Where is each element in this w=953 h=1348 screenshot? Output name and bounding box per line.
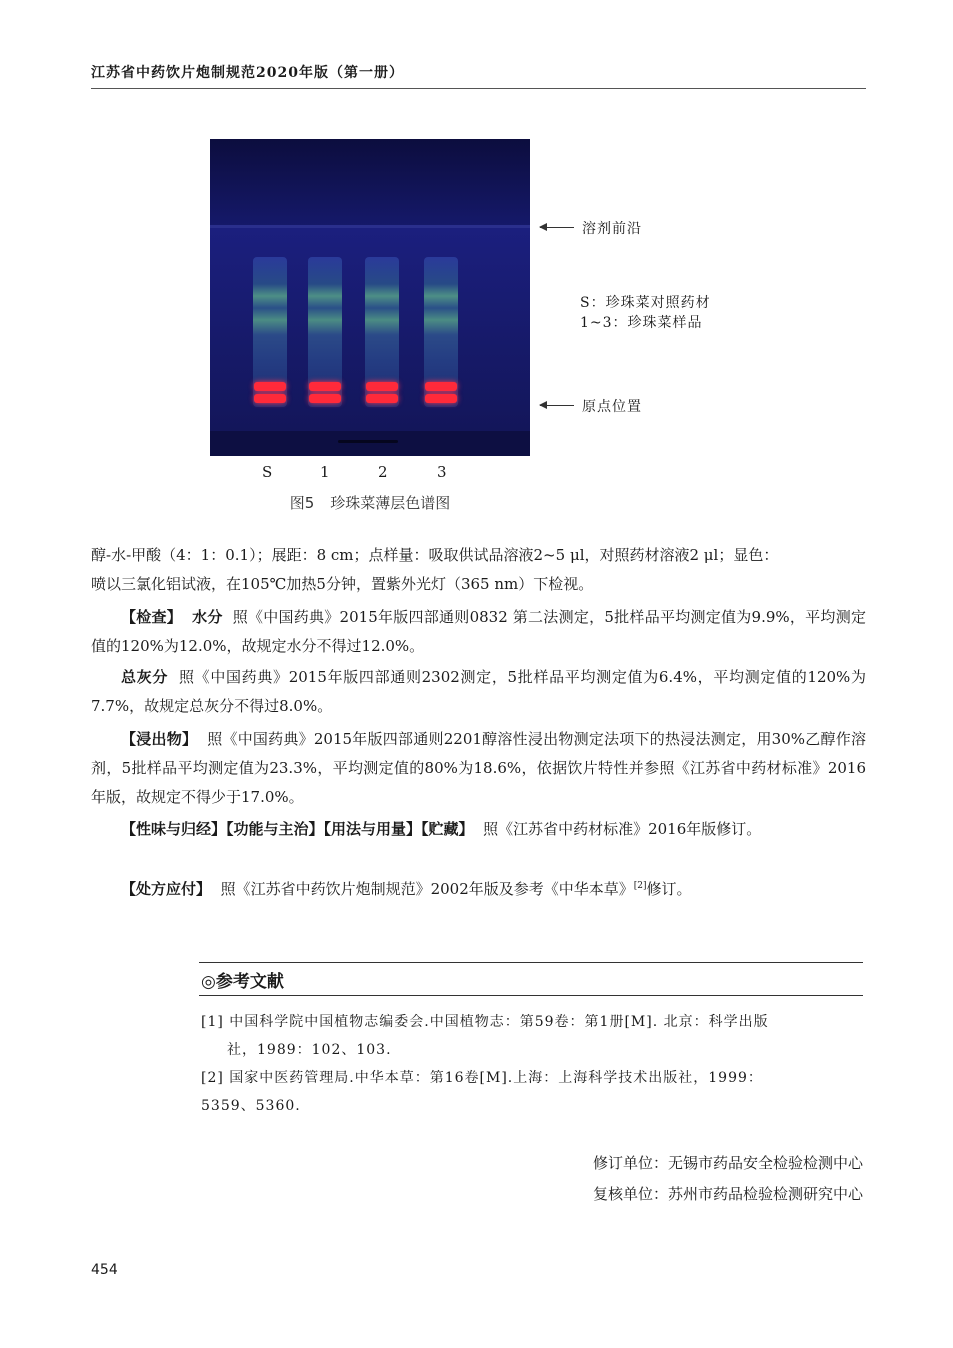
lane-2-spot-upper (366, 382, 398, 391)
tlc-conditions-line-2: 喷以三氯化铝试液，在105℃加热5分钟，置紫外光灯（365 nm）下检视。 (91, 575, 594, 593)
references-rule-top (199, 962, 863, 963)
lane-s-spot-upper (254, 382, 286, 391)
figure-caption (210, 492, 530, 513)
extract-heading: 【浸出物】 (121, 730, 198, 748)
reference-item-1 (201, 1008, 863, 1064)
lane-s-spot-origin (254, 394, 286, 403)
solvent-front-arrow (540, 227, 574, 228)
lane-3-spot-upper (425, 382, 457, 391)
solvent-front-line (210, 225, 530, 228)
prescription-text: 照《江苏省中药饮片炮制规范》2002年版及参考《中华本草》 (220, 880, 634, 898)
ash-heading: 总灰分 (121, 668, 169, 686)
check-heading: 【检查】 (121, 608, 183, 626)
lane-label-1: 1 (320, 463, 330, 481)
reference-2-line-1: [2] 国家中医药管理局.中华本草：第16卷[M].上海：上海科学技术出版社，1999： (201, 1070, 763, 1086)
section-properties (91, 815, 866, 844)
prescription-tail: 修订。 (646, 880, 692, 898)
origin-label: 原点位置 (582, 399, 642, 415)
legend-samples: 1~3：珍珠菜样品 (580, 315, 703, 331)
lane-3-spot-origin (425, 394, 457, 403)
solvent-front-label: 溶剂前沿 (582, 221, 642, 237)
prescription-citation: [2] (633, 881, 647, 891)
water-heading: 水分 (192, 608, 223, 626)
running-header: 江苏省中药饮片炮制规范2020年版（第一册） (91, 65, 404, 81)
lane-1-spot-origin (309, 394, 341, 403)
revised-by: 修订单位：无锡市药品安全检验检测中心 (592, 1154, 863, 1172)
origin-arrow (540, 405, 574, 406)
section-total-ash (91, 663, 866, 721)
lane-label-2: 2 (378, 463, 388, 481)
plate-mark (338, 440, 398, 443)
reference-1-line-2: 社，1989：102、103. (227, 1042, 392, 1058)
properties-headings: 【性味与归经】【功能与主治】【用法与用量】【贮藏】 (121, 820, 474, 838)
properties-text: 照《江苏省中药材标准》2016年版修订。 (483, 820, 762, 838)
ash-text: 照《中国药典》2015年版四部通则2302测定，5批样品平均测定值为6.4%，平均测定值的120%为7.7%，故规定总灰分不得过8.0%。 (91, 668, 866, 715)
reference-item-2 (201, 1064, 863, 1120)
lane-2-spot-origin (366, 394, 398, 403)
plate-top-region (210, 139, 530, 227)
header-rule (91, 88, 866, 89)
figure-title: 珍珠菜薄层色谱图 (330, 494, 451, 512)
reference-2-line-2: 5359、5360. (201, 1098, 301, 1114)
references-rule-bottom (199, 995, 863, 996)
legend-s: S：珍珠菜对照药材 (580, 295, 711, 311)
section-check-water (91, 603, 866, 661)
reviewed-by: 复核单位：苏州市药品检验检测研究中心 (592, 1185, 863, 1203)
body-paragraph-tlc (91, 541, 866, 599)
reference-1-line-1: [1] 中国科学院中国植物志编委会.中国植物志：第59卷：第1册[M]. 北京：科学出版 (201, 1014, 769, 1030)
tlc-conditions-line-1: 醇-水-甲酸（4：1：0.1）；展距：8 cm；点样量：吸取供试品溶液2~5 μl，对照药材溶液2 μl；显色： (91, 546, 779, 564)
plate-bottom-region (210, 431, 530, 456)
figure-number: 图5 (289, 494, 315, 512)
section-extract (91, 725, 866, 812)
references-title: ◎参考文献 (201, 972, 284, 992)
section-prescription (91, 875, 866, 904)
extract-text: 照《中国药典》2015年版四部通则2201醇溶性浸出物测定法项下的热浸法测定，用30%乙醇作溶剂，5批样品平均测定值为23.3%，平均测定值的80%为18.6%，依据饮片特性并参照《江苏省中药材标准》2016年版，故规定不得少于17.0%。 (91, 730, 866, 806)
lane-1-spot-upper (309, 382, 341, 391)
prescription-heading: 【处方应付】 (121, 880, 212, 898)
tlc-chromatogram-photo (210, 139, 530, 456)
page-number: 454 (91, 1262, 118, 1278)
lane-label-3: 3 (437, 463, 447, 481)
water-text: 照《中国药典》2015年版四部通则0832 第二法测定，5批样品平均测定值为9.9%，平均测定值的120%为12.0%，故规定水分不得过12.0%。 (91, 608, 866, 655)
lane-label-s: S (262, 463, 273, 481)
